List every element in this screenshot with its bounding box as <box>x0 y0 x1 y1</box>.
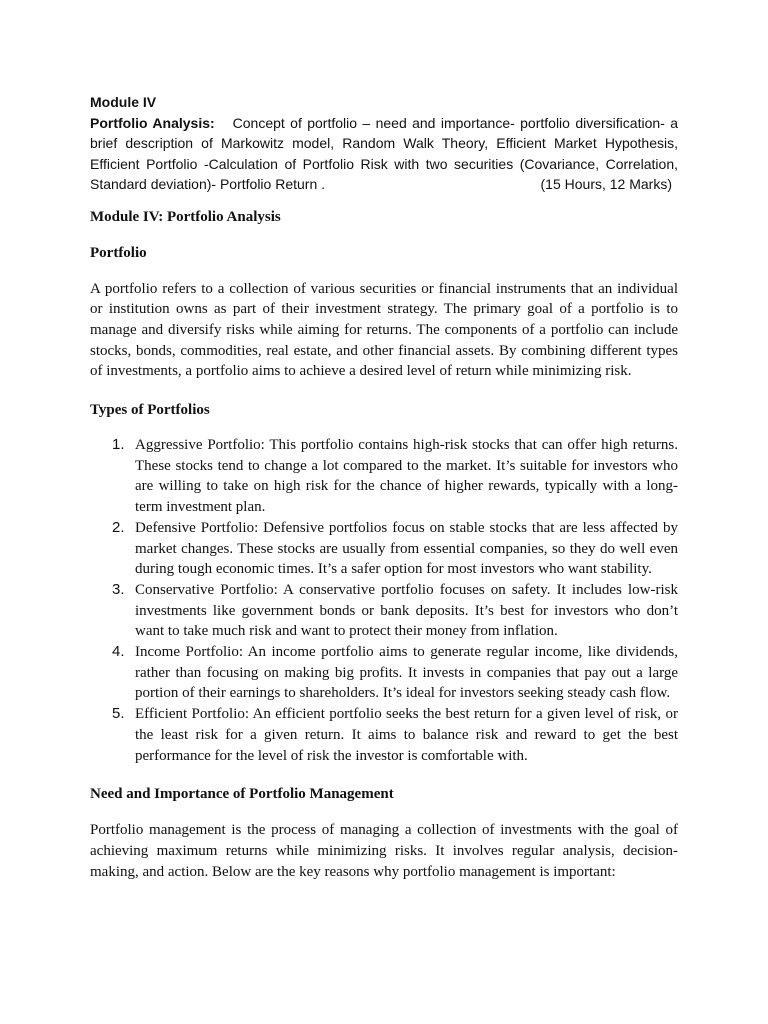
syllabus-hours: (15 Hours, 12 Marks) <box>540 176 672 192</box>
list-item-number: 4. <box>112 643 125 661</box>
types-list <box>90 435 678 766</box>
list-item-text: Defensive Portfolio: Defensive portfolios focus on stable stocks that are less affected by market changes. These stocks are usually from essential companies, so they do well even during tough economic times. It’s a safer option for most investors who want stability. <box>135 519 678 578</box>
list-item-number: 2. <box>112 518 125 536</box>
list-item <box>90 704 678 766</box>
list-item <box>90 642 678 704</box>
syllabus-block <box>90 113 678 195</box>
portfolio-heading: Portfolio <box>90 244 147 261</box>
list-item-number: 1. <box>112 436 125 454</box>
syllabus-lead: Portfolio Analysis: <box>90 114 215 131</box>
list-item <box>90 580 678 642</box>
module-label: Module IV <box>90 94 157 110</box>
list-item-number: 3. <box>112 580 125 598</box>
syllabus-text: Concept of portfolio – need and importance- portfolio diversification- a brief description of Markowitz model, Random Walk Theory, Efficient Market Hypothesis, Efficient Portfolio -Calculation of Portfolio Risk with two securities (Covariance, Correlation, Standard deviation)- Portfolio Return . <box>90 114 678 192</box>
list-item <box>90 435 678 518</box>
types-heading: Types of Portfolios <box>90 402 210 419</box>
list-item-number: 5. <box>112 705 125 723</box>
need-heading: Need and Importance of Portfolio Management <box>90 786 394 803</box>
list-item-text: Conservative Portfolio: A conservative portfolio focuses on safety. It includes low-risk investments like government bonds or bank deposits. It’s best for investors who don’t want to take much risk and want to protect their money from inflation. <box>135 581 678 640</box>
need-paragraph: Portfolio management is the process of managing a collection of investments with the goal of achieving maximum returns while minimizing risks. It involves regular analysis, decision-making, and action. Below are the key reasons why portfolio management is important: <box>90 822 678 880</box>
list-item <box>90 518 678 580</box>
module-heading: Module IV: Portfolio Analysis <box>90 208 281 225</box>
list-item-text: Efficient Portfolio: An efficient portfolio seeks the best return for a given level of risk, or the least risk for a given return. It aims to balance risk and reward to get the best performance for the level of risk the investor is comfortable with. <box>135 706 678 764</box>
list-item-text: Income Portfolio: An income portfolio aims to generate regular income, like dividends, rather than focusing on making big profits. It invests in companies that pay out a large portion of their earnings to shareholders. It’s ideal for investors seeking steady cash flow. <box>135 644 678 702</box>
portfolio-paragraph: A portfolio refers to a collection of various securities or financial instruments that an individual or institution owns as part of their investment strategy. The primary goal of a portfolio is to manage and diversify risks while aiming for returns. The components of a portfolio can include stocks, bonds, commodities, real estate, and other financial assets. By combining different types of investments, a portfolio aims to achieve a desired level of return while minimizing risk. <box>90 280 678 380</box>
list-item-text: Aggressive Portfolio: This portfolio contains high-risk stocks that can offer high returns. These stocks tend to change a lot compared to the market. It’s suitable for investors who are willing to take on high risk for the chance of higher rewards, typically with a long-term investment plan. <box>135 437 678 516</box>
document-page <box>90 92 678 882</box>
